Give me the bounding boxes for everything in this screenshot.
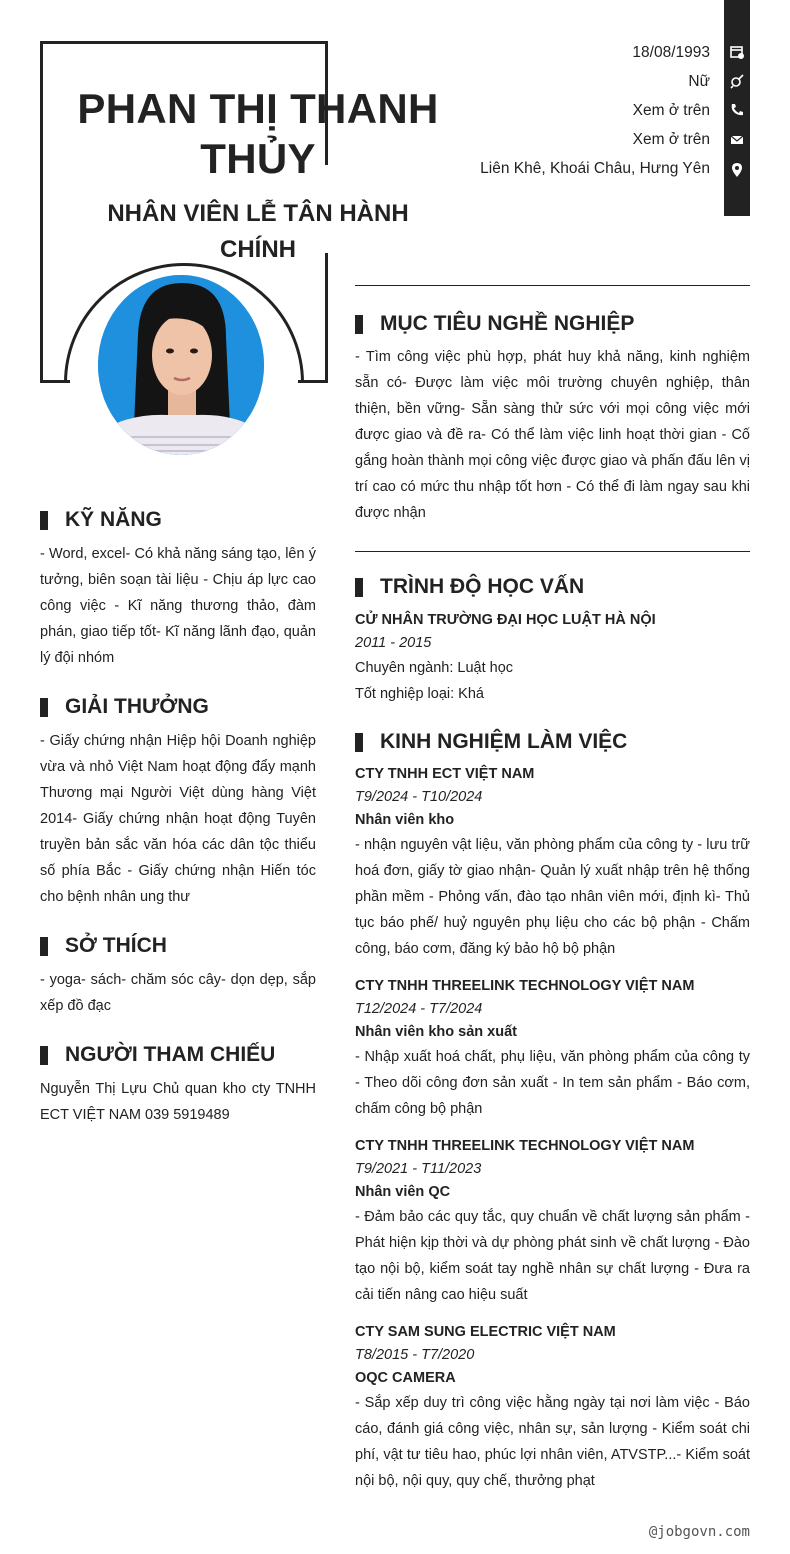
contact-email[interactable]: Xem ở trên xyxy=(632,131,710,148)
job-description: - Đảm bảo các quy tắc, quy chuẩn về chất lượng sản phẩm - Phát hiện kịp thời và dự phòng phát sinh về chất lượng - Đào tạo nội bộ, kiểm soát tay nghề nhân sự chất lượng - Đưa ra cải tiến nâng cao hiệu suất xyxy=(355,1209,750,1303)
job-entry xyxy=(355,1321,750,1494)
contact-address: Liên Khê, Khoái Châu, Hưng Yên xyxy=(480,160,710,177)
job-company: CTY TNHH THREELINK TECHNOLOGY VIỆT NAM xyxy=(355,978,695,994)
contact-gender: Nữ xyxy=(688,73,710,90)
contact-list xyxy=(480,38,710,183)
job-company: CTY TNHH ECT VIỆT NAM xyxy=(355,766,535,782)
candidate-name: PHAN THỊ THANH THỦY xyxy=(77,85,439,182)
experience-header xyxy=(355,727,750,757)
section-marker xyxy=(40,1046,48,1065)
education-school: CỬ NHÂN TRƯỜNG ĐẠI HỌC LUẬT HÀ NỘI xyxy=(355,612,656,628)
contact-birthdate: 18/08/1993 xyxy=(632,44,710,61)
watermark: @jobgovn.com xyxy=(648,1524,750,1540)
portrait-photo xyxy=(98,275,264,455)
objective-header xyxy=(355,309,750,339)
job-period: T8/2015 - T7/2020 xyxy=(355,1347,475,1363)
location-icon xyxy=(729,162,745,178)
education-grade: Tốt nghiệp loại: Khá xyxy=(355,686,484,702)
hobbies-heading: SỞ THÍCH xyxy=(65,934,167,957)
section-marker xyxy=(40,511,48,530)
job-role: Nhân viên kho sản xuất xyxy=(355,1024,517,1040)
job-description: - Sắp xếp duy trì công việc hằng ngày tại nơi làm việc - Báo cáo, đánh giá công việc, nhân sự, sản lượng - Kiểm soát chi phí, vật tư tiêu hao, phúc lợi nhân viên, ATVSTP...- Kiểm soát nội bộ, nội quy, quy chế, thưởng phạt xyxy=(355,1395,750,1489)
phone-icon xyxy=(729,102,745,118)
skills-text: - Word, excel- Có khả năng sáng tạo, lên ý tưởng, biên soạn tài liệu - Chịu áp lực cao công việc - Kĩ năng thương thảo, đàm phán, giao tiếp tốt- Kĩ năng lãnh đạo, quản lý đội nhóm xyxy=(40,546,316,666)
hobbies-section xyxy=(40,931,316,1019)
objective-text: - Tìm công việc phù hợp, phát huy khả năng, kinh nghiệm sẵn có- Được làm việc môi trường chuyên nghiệp, thân thiện, bền vững- Sẵn sàng thử sức với mọi công việc mới được giao và đề ra- Có thể làm việc linh hoạt thời gian - Cố gắng hoàn thành mọi công việc được giao và phấn đấu lên vị trí cao có mức thu nhập tốt hơn - Có thể đi làm ngay sau khi được nhận xyxy=(355,349,750,521)
hobbies-text: - yoga- sách- chăm sóc cây- dọn dẹp, sắp xếp đồ đạc xyxy=(40,972,316,1014)
references-heading: NGƯỜI THAM CHIẾU xyxy=(65,1043,276,1066)
education-major: Chuyên ngành: Luật học xyxy=(355,660,514,676)
references-text: Nguyễn Thị Lựu Chủ quan kho cty TNHH ECT VIỆT NAM 039 5919489 xyxy=(40,1081,316,1123)
section-marker xyxy=(355,315,363,334)
candidate-job-title: NHÂN VIÊN LỄ TÂN HÀNH CHÍNH xyxy=(107,200,409,263)
gender-icon xyxy=(729,73,745,89)
awards-section xyxy=(40,692,316,910)
awards-heading: GIẢI THƯỞNG xyxy=(65,695,209,718)
calendar-icon xyxy=(729,44,745,60)
job-entry xyxy=(355,1135,750,1308)
left-column xyxy=(40,505,316,1149)
job-role: OQC CAMERA xyxy=(355,1370,456,1386)
skills-heading: KỸ NĂNG xyxy=(65,508,162,531)
objective-heading: MỤC TIÊU NGHỀ NGHIỆP xyxy=(380,312,635,335)
education-period: 2011 - 2015 xyxy=(355,635,432,651)
section-marker xyxy=(40,698,48,717)
job-entry xyxy=(355,975,750,1122)
job-period: T12/2024 - T7/2024 xyxy=(355,1001,483,1017)
section-marker xyxy=(40,937,48,956)
section-marker xyxy=(355,733,363,752)
education-header xyxy=(355,572,750,602)
job-company: CTY TNHH THREELINK TECHNOLOGY VIỆT NAM xyxy=(355,1138,695,1154)
experience-heading: KINH NGHIỆM LÀM VIỆC xyxy=(380,730,628,753)
job-period: T9/2021 - T11/2023 xyxy=(355,1161,482,1177)
email-icon xyxy=(729,132,745,148)
references-section xyxy=(40,1040,316,1128)
job-company: CTY SAM SUNG ELECTRIC VIỆT NAM xyxy=(355,1324,616,1340)
job-description: - Nhập xuất hoá chất, phụ liệu, văn phòng phẩm của công ty - Theo dõi công đơn sản xuất - In tem sản phẩm - Báo cơm, chấm công bộ phận xyxy=(355,1049,750,1117)
awards-text: - Giấy chứng nhận Hiệp hội Doanh nghiệp vừa và nhỏ Việt Nam hoạt động đẩy mạnh Thương mại Người Việt dùng hàng Việt 2014- Giấy chứng nhận hoạt động Tuyên truyền bản sắc văn hóa các dân tộc thiểu số phía Bắc - Giấy chứng nhận Hiến tóc cho bệnh nhân ung thư xyxy=(40,733,316,905)
avatar xyxy=(98,275,264,455)
job-role: Nhân viên kho xyxy=(355,812,455,828)
right-column xyxy=(355,285,750,1507)
section-marker xyxy=(355,578,363,597)
job-role: Nhân viên QC xyxy=(355,1184,451,1200)
job-entry xyxy=(355,763,750,962)
job-description: - nhận nguyên vật liệu, văn phòng phẩm của công ty - lưu trữ hoá đơn, giấy tờ giao nhận- Quản lý xuất nhập trên hệ thống phần mềm - Phỏng vấn, đào tạo nhân viên mới, định kì- Thủ tục báo phế/ huỷ nguyên phụ liệu cho các bộ phận - Chấm công, báo cơm, đăng ký bảo hộ bộ phận xyxy=(355,837,750,957)
skills-section xyxy=(40,505,316,671)
job-period: T9/2024 - T10/2024 xyxy=(355,789,483,805)
education-heading: TRÌNH ĐỘ HỌC VẤN xyxy=(380,575,585,598)
contact-phone[interactable]: Xem ở trên xyxy=(632,102,710,119)
